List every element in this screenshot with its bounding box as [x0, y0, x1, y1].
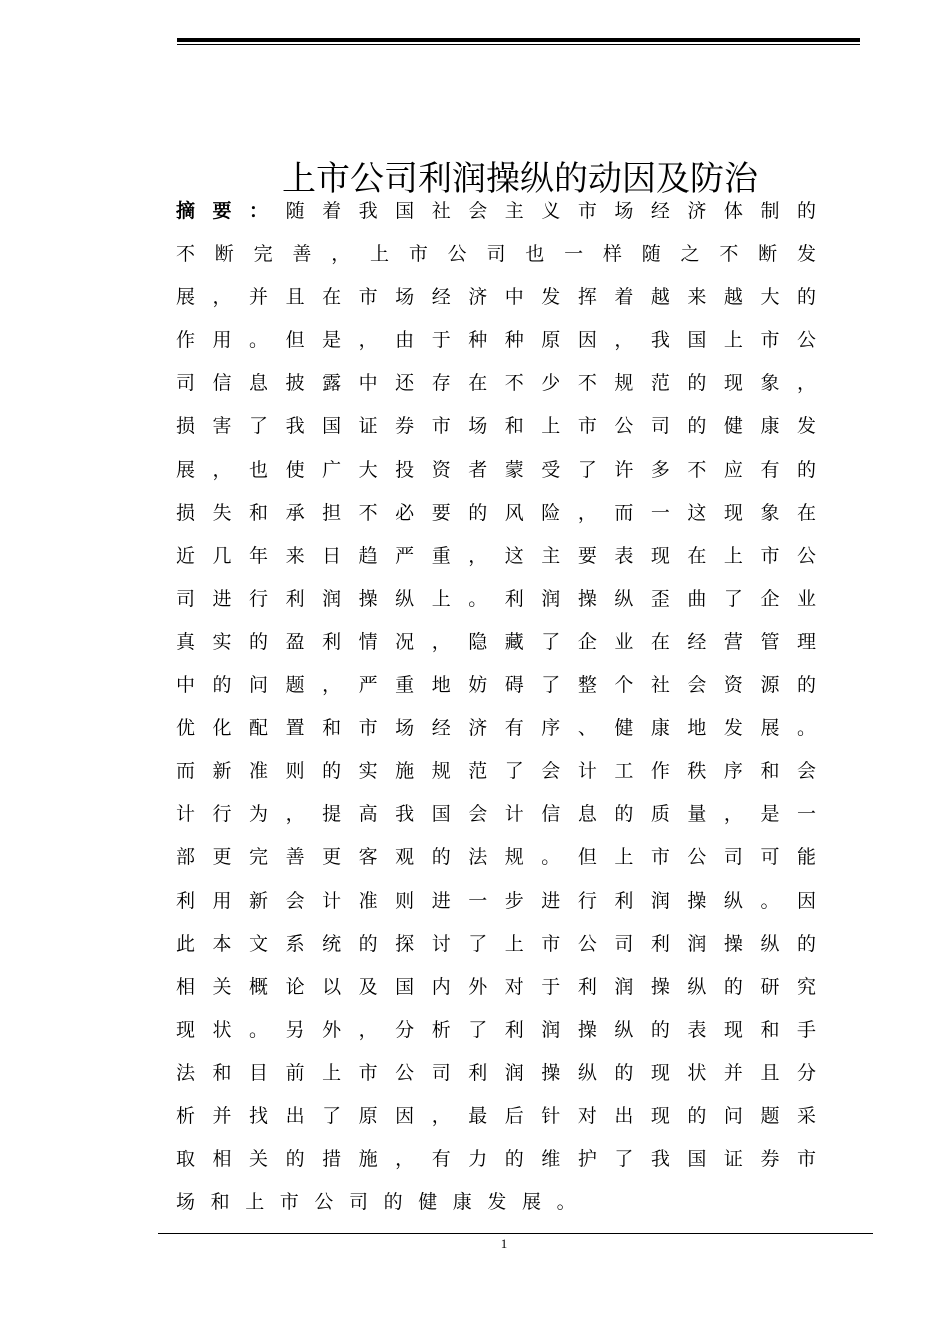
abstract-line: 真实的盈利情况，隐藏了企业在经营管理 — [176, 630, 816, 653]
abstract-line: 展，并且在市场经济中发挥着越来越大的 — [176, 286, 816, 309]
abstract-line: 法和目前上市公司利润操纵的现状并且分 — [176, 1061, 816, 1084]
abstract-line: 司信息披露中还存在不少不规范的现象， — [176, 372, 816, 395]
abstract-line: 现状。另外，分析了利润操纵的表现和手 — [176, 1018, 816, 1041]
abstract-line: 析并找出了原因，最后针对出现的问题采 — [176, 1104, 816, 1127]
abstract-line — [176, 190, 816, 233]
abstract-line: 司进行利润操纵上。利润操纵歪曲了企业 — [176, 587, 816, 610]
abstract-line: 利用新会计准则进一步进行利润操纵。因 — [176, 889, 816, 912]
abstract-line: 部更完善更客观的法规。但上市公司可能 — [176, 846, 816, 869]
header-rule-thick — [177, 38, 860, 42]
abstract-line: 计行为，提高我国会计信息的质量，是一 — [176, 803, 816, 826]
abstract-line: 展，也使广大投资者蒙受了许多不应有的 — [176, 458, 816, 481]
abstract-line: 相关概论以及国内外对于利润操纵的研究 — [176, 975, 816, 998]
document-title: 上市公司利润操纵的动因及防治 — [282, 159, 758, 199]
abstract-line: 而新准则的实施规范了会计工作秩序和会 — [176, 760, 816, 783]
abstract-line: 作用。但是，由于种种原因，我国上市公 — [176, 329, 816, 352]
abstract-text: 随着我国社会主义市场经济体制的 — [285, 200, 816, 222]
abstract-line: 场和上市公司的健康发展。 — [176, 1191, 592, 1214]
abstract-line: 不断完善，上市公司也一样随之不断发 — [176, 243, 816, 266]
abstract-label: 摘要： — [176, 200, 286, 222]
abstract-line: 中的问题，严重地妨碍了整个社会资源的 — [176, 674, 816, 697]
abstract-line: 损失和承担不必要的风险，而一这现象在 — [176, 501, 816, 524]
page-number: 1 — [500, 1236, 508, 1251]
header-rule-thin — [177, 44, 860, 45]
abstract-line: 此本文系统的探讨了上市公司利润操纵的 — [176, 932, 816, 955]
abstract — [176, 190, 816, 1224]
abstract-line: 优化配置和市场经济有序、健康地发展。 — [176, 717, 816, 740]
footer-rule — [158, 1233, 873, 1234]
abstract-line: 取相关的措施，有力的维护了我国证券市 — [176, 1148, 816, 1171]
abstract-line: 近几年来日趋严重，这主要表现在上市公 — [176, 544, 816, 567]
abstract-line: 损害了我国证券市场和上市公司的健康发 — [176, 415, 816, 438]
